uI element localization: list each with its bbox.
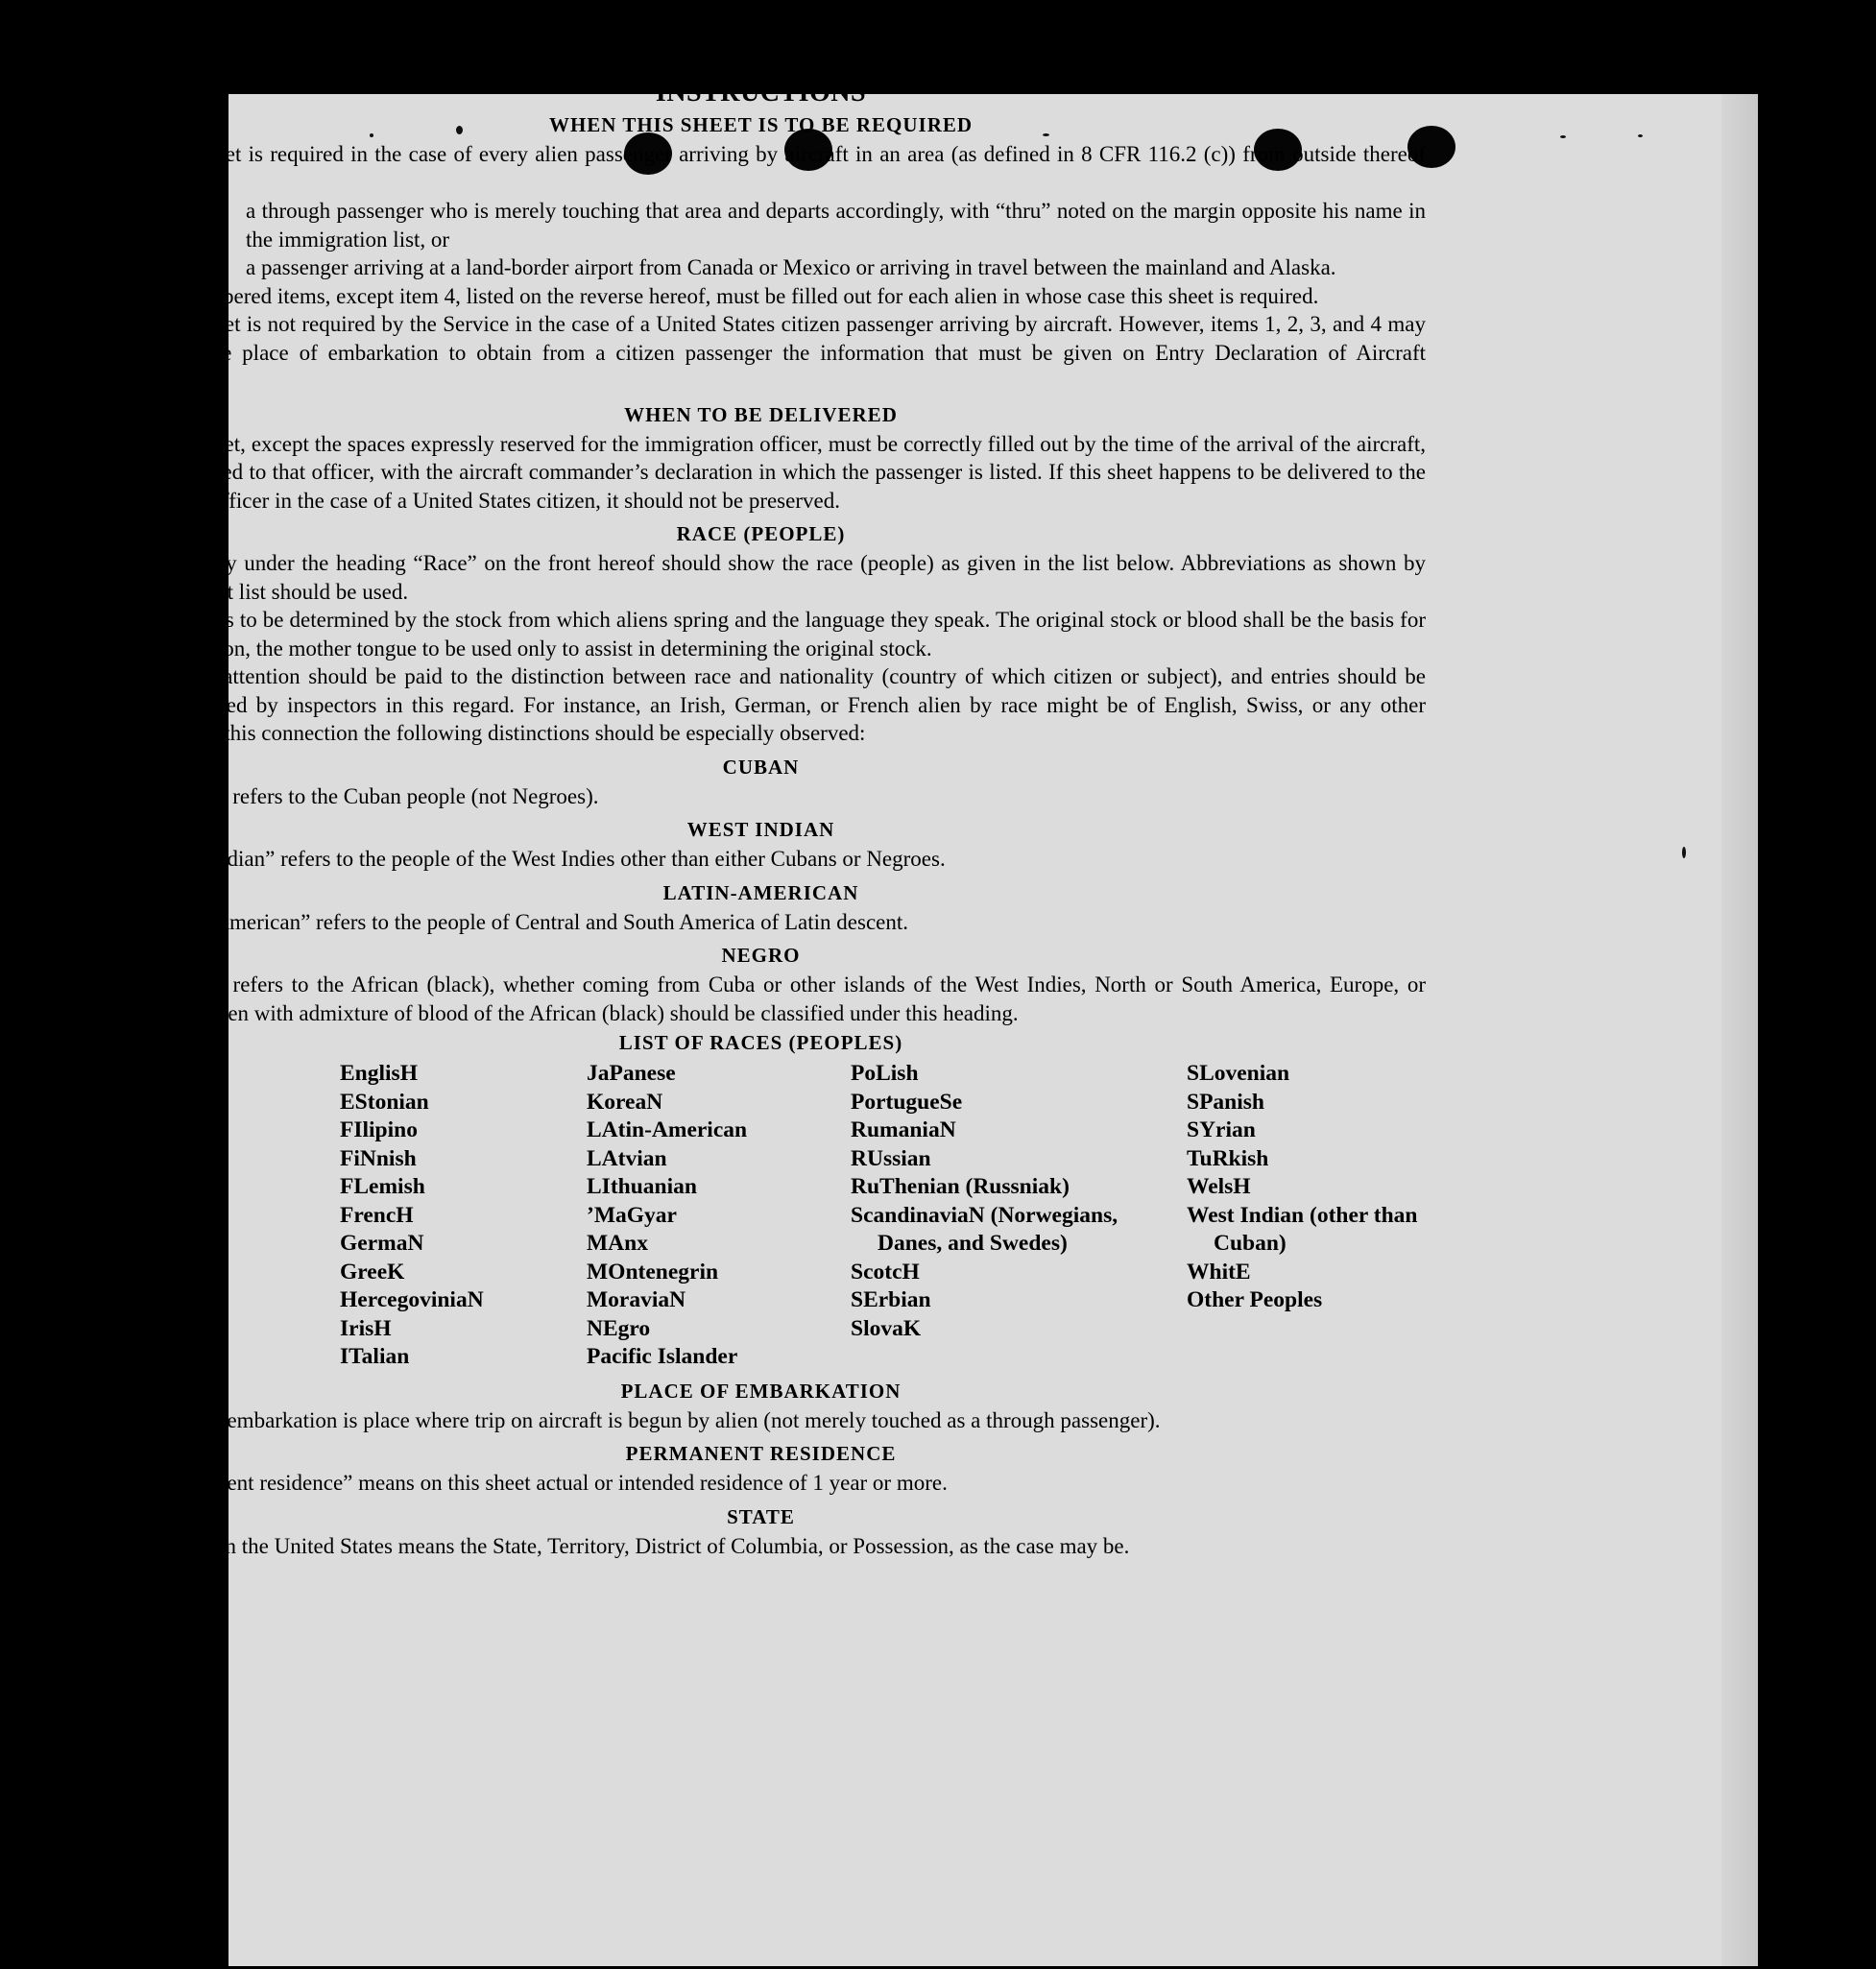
race-entry: SErbian	[851, 1287, 931, 1312]
race-entry: SYrian	[1187, 1117, 1256, 1142]
negro-paragraph: “Negro” refers to the African (black), whether coming from Cuba or other islands of the West Indies, North or South America, Europe, or Africa. Any alien with admixture of blood of the African (black) should be classified under this heading.	[96, 972, 1426, 1025]
race-entry: CUban	[104, 1259, 173, 1285]
race-entry: MOntenegrin	[587, 1259, 719, 1285]
heading-state: STATE	[727, 1504, 795, 1528]
race-entry: NEgro	[587, 1315, 651, 1341]
item-text: a passenger arriving at a land-border airport from Canada or Mexico or arriving in travel between the mainland and Alaska.	[246, 255, 1336, 279]
race-entry: CRoatian	[104, 1231, 197, 1256]
item-number: (2)	[204, 255, 229, 279]
race-entry: GermaN	[340, 1231, 424, 1256]
embarkation-paragraph: Place of embarkation is place where trip on aircraft is begun by alien (not merely touched as a through passenger).	[150, 1407, 1161, 1432]
race-entry: DUtch	[104, 1315, 167, 1341]
races-column	[340, 1060, 587, 1372]
item-number: (1)	[204, 199, 229, 223]
race-entry: TuRkish	[1187, 1145, 1269, 1171]
required-intro: This sheet is required in the case of every alien passenger arriving by aircraft in an area (as defined in 8 CFR 116.2 (c)) from outside thereof except	[96, 142, 1426, 195]
cuban-paragraph: “Cuban” refers to the Cuban people (not Negroes).	[150, 783, 599, 808]
races-column	[587, 1060, 851, 1372]
instructions-content	[96, 77, 1426, 1560]
race-entry: Other Peoples	[1187, 1287, 1323, 1312]
race-entry: EnglisH	[340, 1061, 418, 1086]
delivered-paragraph: This sheet, except the spaces expressly reserved for the immigration officer, must be correctly filled out by the time of the arrival of the aircraft, and be delivered to that officer, with the aircraft commander’s declaration in which the passenger is listed. If this sheet happens to be delivered to the immigration officer in the case of a United States citizen, it should not be preserved.	[96, 431, 1426, 513]
race-entry: LAtin-American	[587, 1117, 748, 1142]
race-entry: DalMatian	[104, 1287, 208, 1312]
required-paragraph-3: This sheet is not required by the Service in the case of a United States citizen passenger arriving by aircraft. However, items 1, 2, 3, and 4 may be used at the place of embarkation to obtain from a citizen passenger the information that must be given on Entry Declaration of Aircraft Commander.	[96, 312, 1426, 393]
race-entry: BUlgarian	[104, 1174, 204, 1199]
race-entry: BosniaN	[104, 1145, 185, 1171]
race-entry: EStonian	[340, 1089, 429, 1115]
race-entry: PoLish	[851, 1061, 919, 1086]
speck	[1560, 135, 1566, 138]
race-entry: ARmenian	[104, 1089, 208, 1115]
race-entry: FLemish	[340, 1174, 425, 1199]
heading-list-of-races: LIST OF RACES (PEOPLES)	[618, 1031, 903, 1054]
race-entry: RuThenian (Russniak)	[851, 1174, 1070, 1199]
race-entry: LAtvian	[587, 1145, 667, 1171]
west-indian-paragraph: “West Indian” refers to the people of the West Indies other than either Cubans or Negroes.	[150, 847, 946, 871]
races-column	[104, 1060, 340, 1372]
exception-item	[204, 253, 1426, 282]
heading-permanent-residence: PERMANENT RESIDENCE	[625, 1442, 897, 1465]
race-entry: FIlipino	[340, 1117, 418, 1142]
race-entry: SLovenian	[1187, 1061, 1290, 1086]
race-entry: West Indian (other than Cuban)	[1187, 1202, 1418, 1256]
race-entry: RumaniaN	[851, 1117, 956, 1142]
race-entry: ALbanian	[104, 1061, 202, 1086]
heading-place-of-embarkation: PLACE OF EMBARKATION	[620, 1379, 902, 1403]
speck	[1638, 134, 1643, 137]
heading-cuban: CUBAN	[722, 755, 800, 779]
race-entry: SPanish	[1187, 1089, 1264, 1115]
paper-edge	[1721, 94, 1758, 1966]
heading-latin-american: LATIN-AMERICAN	[662, 880, 859, 904]
item-text: a through passenger who is merely touching that area and departs accordingly, with “thru” noted on the margin opposite his name in the immigration list, or	[246, 199, 1426, 252]
race-entry: ITalian	[340, 1344, 410, 1369]
races-list	[104, 1060, 1426, 1372]
speck	[1682, 847, 1686, 858]
heading-when-delivered: WHEN TO BE DELIVERED	[624, 402, 898, 426]
race-paragraph-3: Special attention should be paid to the distinction between race and nationality (country of which citizen or subject), and entries should be carefully revised by inspectors in this regard. For instance, an Irish, German, or French alien by race might be of English, Swiss, or any other nationality. In this connection the following distinctions should be especially observed:	[96, 664, 1426, 745]
race-entry: MoraviaN	[587, 1287, 686, 1312]
race-entry: Pacific Islander	[587, 1344, 738, 1369]
heading-when-required: WHEN THIS SHEET IS TO BE REQUIRED	[548, 113, 974, 136]
race-entry: BOhemian	[104, 1117, 208, 1142]
race-entry: JaPanese	[587, 1061, 676, 1086]
race-entry: LIthuanian	[587, 1174, 697, 1199]
race-entry: FrencH	[340, 1202, 414, 1228]
race-entry: HercegoviniaN	[340, 1287, 484, 1312]
race-entry: WelsH	[1187, 1174, 1251, 1199]
races-column	[1187, 1060, 1433, 1372]
race-entry: ScotcH	[851, 1259, 920, 1285]
heading-west-indian: WEST INDIAN	[686, 818, 835, 841]
race-entry: PortugueSe	[851, 1089, 963, 1115]
race-entry: RUssian	[851, 1145, 931, 1171]
race-entry: SlovaK	[851, 1315, 922, 1341]
heading-race: RACE (PEOPLE)	[676, 522, 846, 545]
races-column	[851, 1060, 1187, 1372]
race-entry: ScandinaviaN (Norwegians, Danes, and Swedes)	[851, 1202, 1118, 1256]
race-entry: East Indian	[104, 1344, 216, 1369]
latin-american-paragraph: “Latin-American” refers to the people of Central and South America of Latin descent.	[150, 909, 908, 934]
heading-negro: NEGRO	[721, 944, 801, 967]
page-title: INSTRUCTIONS	[655, 78, 867, 108]
race-entry: FiNnish	[340, 1145, 417, 1171]
exception-item	[204, 197, 1426, 253]
race-entry: GreeK	[340, 1259, 405, 1285]
state-paragraph: “State” in the United States means the State, Territory, District of Columbia, or Possession, as the case may be.	[150, 1533, 1130, 1558]
race-entry: IrisH	[340, 1315, 392, 1341]
race-entry: CHinese	[104, 1202, 185, 1228]
race-entry: KoreaN	[587, 1089, 663, 1115]
race-entry: ’MaGyar	[587, 1202, 677, 1228]
residence-paragraph: “Permanent residence” means on this sheet actual or intended residence of 1 year or more.	[150, 1471, 948, 1495]
race-paragraph-2: “Race” is to be determined by the stock from which aliens spring and the language they speak. The original stock or blood shall be the basis for the classification, the mother tongue to be used only to assist in determining the original stock.	[96, 608, 1426, 660]
race-entry: WhitE	[1187, 1259, 1251, 1285]
race-paragraph-1: The entry under the heading “Race” on the front hereof should show the race (people) as given in the list below. Abbreviations as shown by boldface in that list should be used.	[96, 551, 1426, 604]
race-entry: MAnx	[587, 1231, 648, 1256]
required-paragraph-2: All numbered items, except item 4, listed on the reverse hereof, must be filled out for each alien in whose case this sheet is required.	[150, 283, 1319, 308]
